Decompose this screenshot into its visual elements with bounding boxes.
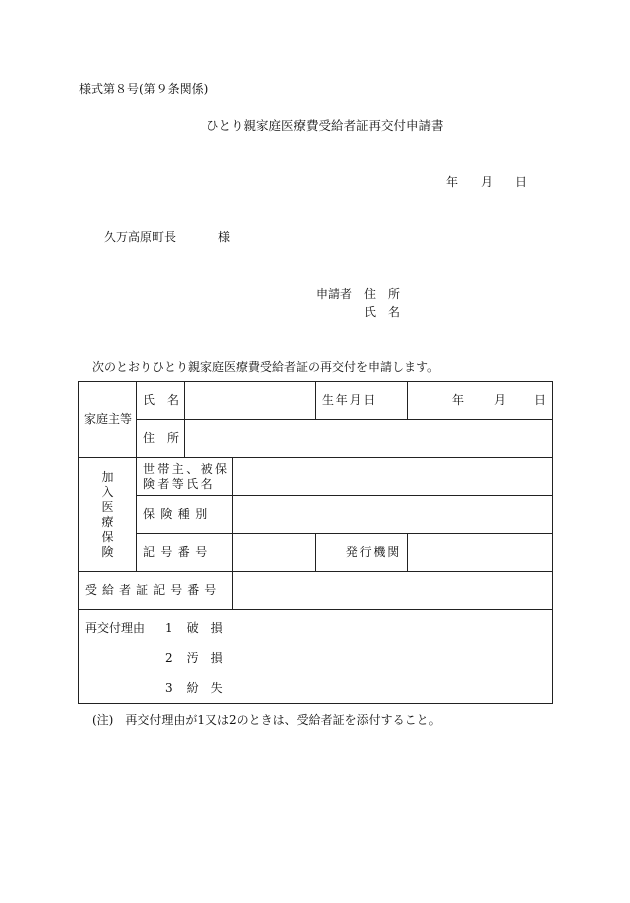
- issuer-label: 発行機関: [316, 534, 408, 572]
- reason-option-lost[interactable]: 3 紛 失: [165, 681, 223, 695]
- insurance-vertical-label: 加 入 医 療 保 険: [79, 458, 137, 572]
- addressee-name: 久万高原町長: [104, 230, 177, 244]
- address-label: 住 所: [137, 420, 185, 458]
- address-field[interactable]: [185, 420, 553, 458]
- year-label: 年: [446, 175, 459, 189]
- name-label: 氏 名: [137, 382, 185, 420]
- birthdate-label: 生年月日: [316, 382, 408, 420]
- applicant-label: 申請者: [316, 287, 353, 301]
- reissue-reason-cell: [79, 610, 553, 704]
- month-label: 月: [481, 175, 494, 189]
- intro-text: 次のとおりひとり親家庭医療費受給者証の再交付を申請します。: [92, 360, 440, 374]
- birth-year-label: 年: [451, 393, 464, 407]
- footnote: (注) 再交付理由が1又は2のときは、受給者証を添付すること。: [92, 713, 441, 727]
- form-number: 様式第８号(第９条関係): [79, 82, 209, 96]
- insurance-type-field[interactable]: [233, 496, 553, 534]
- birth-month-label: 月: [493, 393, 506, 407]
- reason-option-soiled[interactable]: 2 汚 損: [165, 651, 223, 665]
- symbol-number-label: 記号番号: [137, 534, 233, 572]
- application-table: [78, 381, 553, 704]
- insured-name-field[interactable]: [233, 458, 553, 496]
- recipient-number-field[interactable]: [233, 572, 553, 610]
- birth-day-label: 日: [534, 393, 547, 407]
- addressee-honorific: 様: [218, 230, 231, 244]
- applicant-address-label: 住 所: [364, 287, 401, 301]
- reissue-reason-label: 再交付理由: [85, 621, 146, 635]
- insurance-type-label: 保険種別: [137, 496, 233, 534]
- recipient-number-label: 受給者証記号番号: [79, 572, 233, 610]
- issuer-field[interactable]: [408, 534, 553, 572]
- insured-name-label: 世帯主、被保 険者等氏名: [137, 458, 233, 496]
- symbol-number-field[interactable]: [233, 534, 316, 572]
- birthdate-field[interactable]: [408, 382, 553, 420]
- document-title: ひとり親家庭医療費受給者証再交付申請書: [206, 118, 444, 133]
- name-field[interactable]: [185, 382, 316, 420]
- day-label: 日: [515, 175, 528, 189]
- household-head-label: 家庭主等: [79, 382, 137, 458]
- reason-option-damaged[interactable]: 1 破 損: [165, 621, 223, 635]
- applicant-name-label: 氏 名: [364, 305, 401, 319]
